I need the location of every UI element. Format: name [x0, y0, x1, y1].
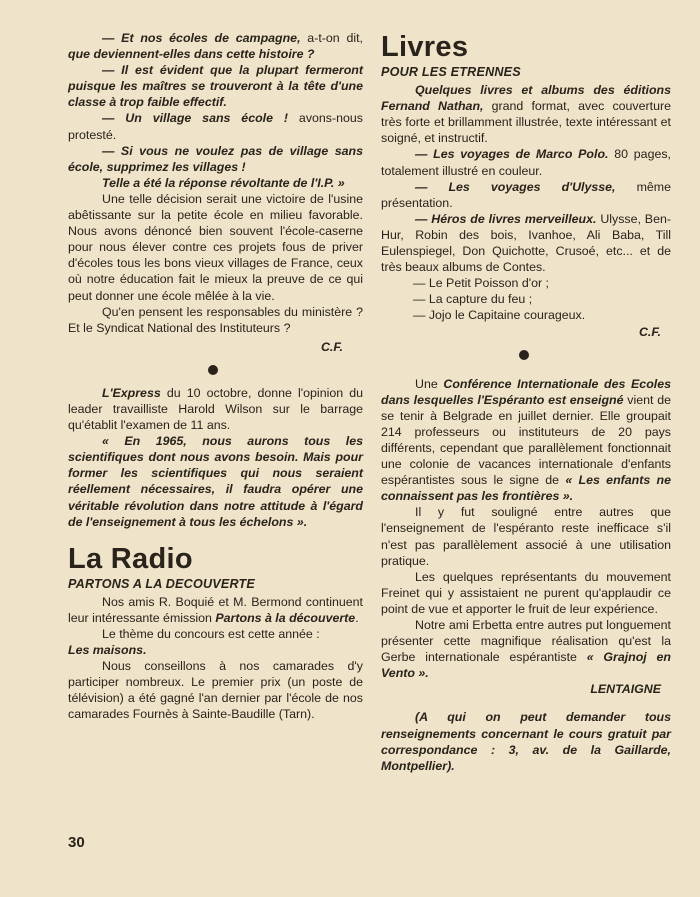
paragraph-esperanto-1: Une Conférence Internationale des Ecoles dans lesquelles l'Espéranto est enseigné vient de se tenir à Belgrade en juillet dernier. Elle groupait 214 professeurs ou instituteurs de 20 pays différents, cependant que parallèlement fonctionnait une colonie de vacances internationale d'enfants espérantistes sous le signe de « Les enfants ne connaissent pas les frontières ».	[381, 376, 672, 504]
paragraph-radio-3: Nous conseillons à nos camarades d'y participer nombreux. Le premier prix (un poste de télévision) a été gagné l'an dernier par l'école de nos camarades Fournès à Sainte-Baudille (Tarn).	[68, 659, 363, 722]
paragraph-esperanto-2: Il y fut souligné entre autres que l'enseignement de l'espéranto reste inefficace s'il n'est pas parallèlement associé à une utilisation pratique.	[381, 505, 671, 568]
intro-line-3: — Un village sans école ! avons-nous protesté.	[68, 111, 363, 142]
left-column	[68, 30, 363, 723]
signature-cf-2: C.F.	[638, 324, 661, 339]
intro-line-1: — Et nos écoles de campagne, a-t-on dit, que deviennent-elles dans cette histoire ?	[68, 31, 363, 62]
paragraph-radio-2: Le thème du concours est cette année :	[102, 627, 320, 641]
album-jojo: — Jojo le Capitaine courageux.	[413, 308, 586, 323]
intro-line-4: — Si vous ne voulez pas de village sans école, supprimez les villages !	[68, 143, 363, 174]
paragraph-decision: Une telle décision serait une victoire de l'usine abêtissante sur la petite école en milieu favorable. Nous avons dénoncé bien souvent l'école-caserne pour nous élever contre ces projets fous de priver d'écoles tous les bons vieux villages de France, ceux où notre éducation fait le mieux la preuve de ce qui peut donner une école mêlée à la vie.	[68, 191, 363, 303]
paragraph-radio-2-theme: Les maisons.	[68, 643, 147, 658]
paragraph-esperanto-4: Notre ami Erbetta entre autres put longuement présenter cette magnifique réalisation qu'est la Gerbe internationale espérantiste « Grajnoj en Vento ».	[381, 618, 671, 681]
album-capture-feu: — La capture du feu ;	[413, 292, 533, 307]
intro-line-2: — Il est évident que la plupart fermeront puisque les maîtres se trouveront à la tête d'une classe à trop faible effectif.	[68, 63, 363, 110]
book-marco-polo: — Les voyages de Marco Polo. 80 pages, totalement illustré en couleur.	[381, 147, 671, 178]
paragraph-nathan: Quelques livres et albums des éditions Fernand Nathan, grand format, avec couverture très forte et brillamment illustrée, texte intéressant et soigné, et instructif.	[381, 83, 672, 146]
paragraph-esperanto-3: Les quelques représentants du mouvement Freinet qui y assistaient ne purent qu'applaudir ce point de vue et apporter le fruit de leur expérience.	[381, 569, 671, 616]
radio-subheading: PARTONS A LA DECOUVERTE	[68, 576, 255, 591]
livres-subheading: POUR LES ETRENNES	[381, 65, 521, 79]
intro-line-5: Telle a été la réponse révoltante de l'I.P. »	[102, 175, 345, 190]
paragraph-ministere: Qu'en pensent les responsables du ministère ? Et le Syndicat National des Instituteurs ?	[68, 304, 363, 335]
radio-heading: La Radio	[68, 542, 193, 575]
signature-cf-1: C.F.	[320, 339, 343, 354]
right-column	[381, 30, 671, 774]
signature-lentaigne: LENTAIGNE	[590, 682, 661, 697]
separator-bullet-1	[208, 365, 218, 375]
footer-note: (A qui on peut demander tous renseignements concernant le cours gratuit par correspondance : 3, av. de la Gaillarde, Montpellier).	[381, 710, 671, 773]
book-ulysse: — Les voyages d'Ulysse, même présentation.	[381, 179, 672, 210]
separator-bullet-2	[519, 350, 529, 360]
album-petit-poisson: — Le Petit Poisson d'or ;	[413, 276, 549, 291]
book-heros: — Héros de livres merveilleux. Ulysse, Ben-Hur, Robin des bois, Ivanhoe, Ali Baba, Till Eulenspiegel, Don Quichotte, Crusoé, etc... et de très beaux albums de Contes.	[381, 211, 671, 275]
livres-heading: Livres	[381, 31, 469, 63]
page-number: 30	[68, 834, 85, 851]
paragraph-wilson-quote: « En 1965, nous aurons tous les scientifiques dont nous avons besoin. Mais pour former les scientifiques qui nous seraient réellement nécessaires, il faudra opérer une véritable révolution dans notre attitude à l'égard de l'enseignement à tous les échelons ».	[68, 434, 363, 529]
paragraph-radio-1: Nos amis R. Boquié et M. Bermond continuent leur intéressante émission Partons à la découverte.	[68, 594, 363, 625]
paragraph-express: L'Express du 10 octobre, donne l'opinion du leader travailliste Harold Wilson sur le barrage qu'établit l'examen de 11 ans.	[68, 385, 363, 433]
